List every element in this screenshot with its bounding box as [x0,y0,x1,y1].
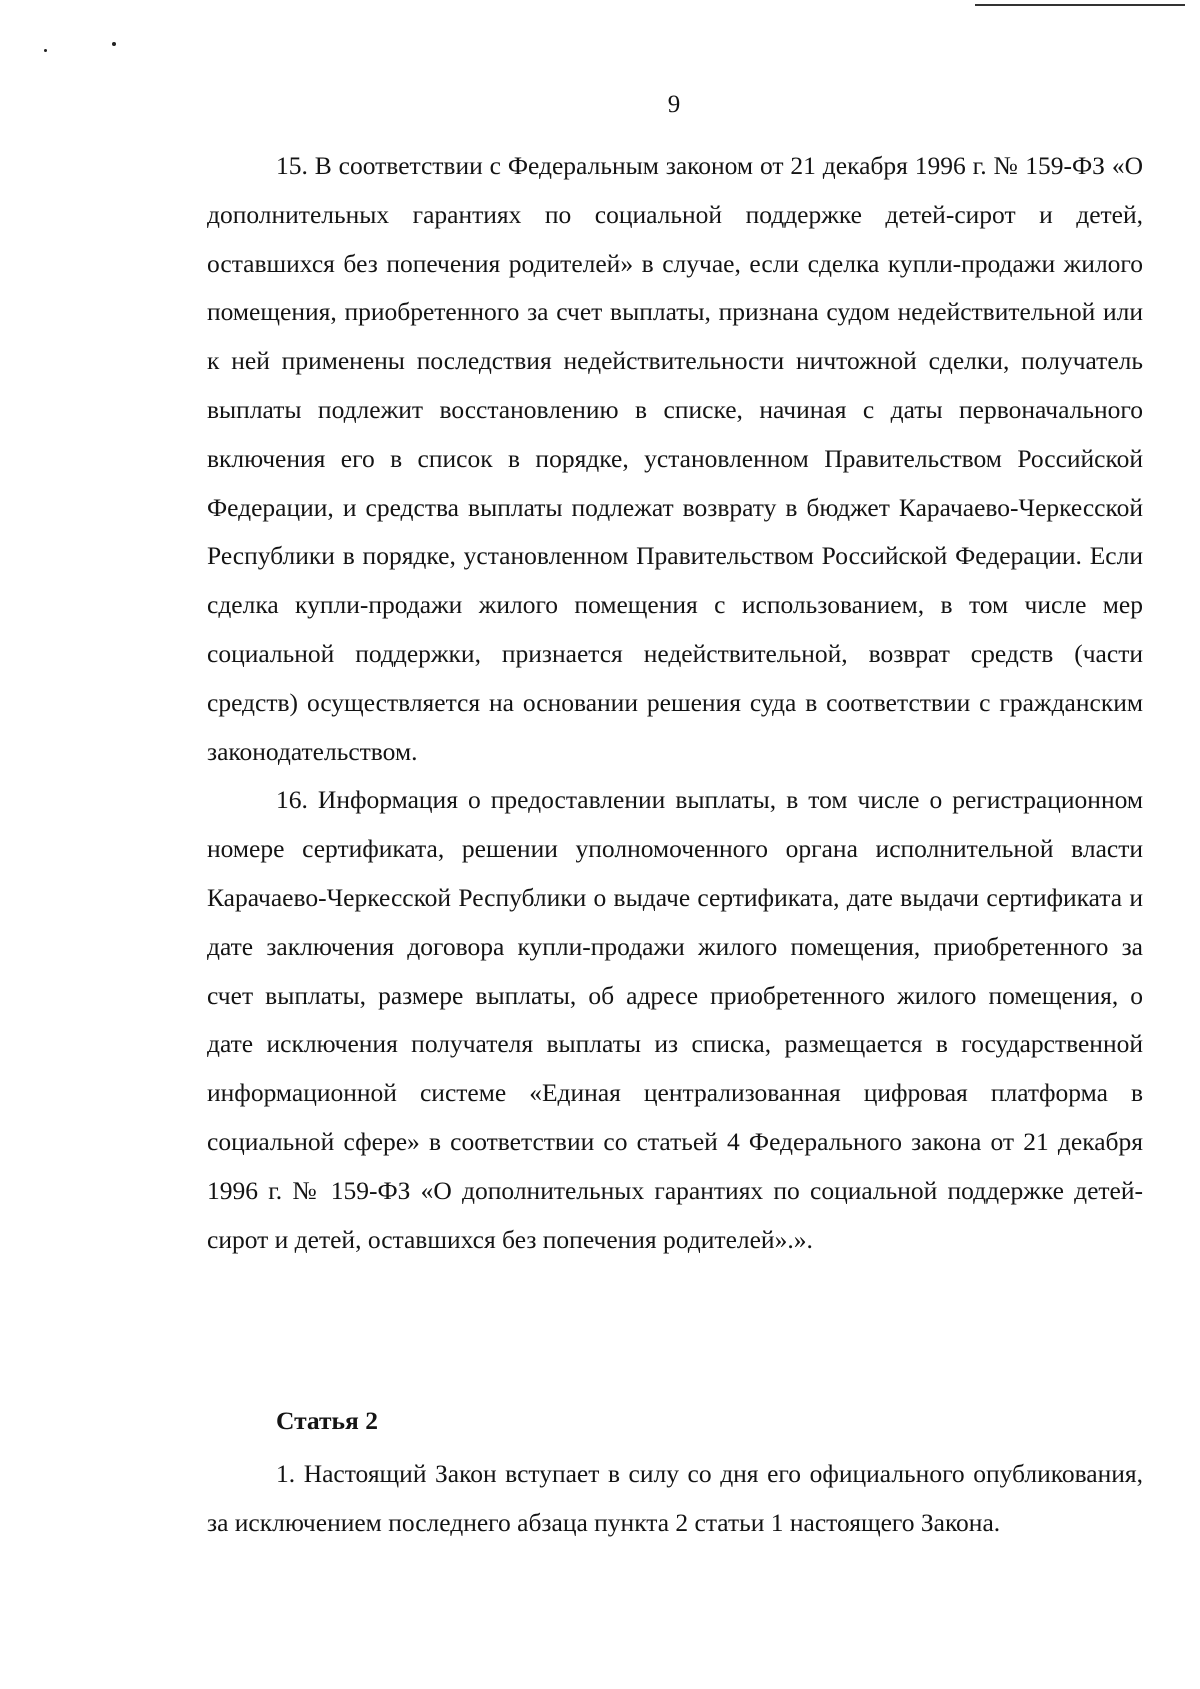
scan-top-rule [975,4,1185,6]
scan-speck [112,42,116,46]
page-number: 9 [667,91,681,118]
paragraph-15: 15. В соответствии с Федеральным законом от 21 декабря 1996 г. № 159-ФЗ «О дополнительных гарантиях по социальной поддержке детей-сирот и детей, оставшихся без попечения родителей» в случае, если сделка купли-продажи жилого помещения, приобретенного за счет выплаты, признана судом недействительной или к ней применены последствия недействительности ничтожной сделки, получатель выплаты подлежит восстановлению в списке, начиная с даты первоначального включения его в список в порядке, установленном Правительством Российской Федерации, и средства выплаты подлежат возврату в бюджет Карачаево-Черкесской Республики в порядке, установленном Правительством Российской Федерации. Если сделка купли-продажи жилого помещения с использованием, в том числе мер социальной поддержки, признается недействительной, возврат средств (части средств) осуществляется на основании решения суда в соответствии с гражданским законодательством. [207,151,1143,766]
section-text-lower [207,1450,1143,1548]
article-2-paragraph-1: 1. Настоящий Закон вступает в силу со дня его официального опубликования, за исключением последнего абзаца пункта 2 статьи 1 настоящего Закона. [207,1459,1143,1537]
paragraph-16: 16. Информация о предоставлении выплаты, в том числе о регистрационном номере сертификата, решении уполномоченного органа исполнительной власти Карачаево-Черкесской Республики о выдаче сертификата, дате выдачи сертификата и дате заключения договора купли-продажи жилого помещения, приобретенного за счет выплаты, размере выплаты, об адресе приобретенного жилого помещения, о дате исключения получателя выплаты из списка, размещается в государственной информационной системе «Единая централизованная цифровая платформа в социальной сфере» в соответствии со статьей 4 Федерального закона от 21 декабря 1996 г. № 159-ФЗ «О дополнительных гарантиях по социальной поддержке детей-сирот и детей, оставшихся без попечения родителей».». [207,785,1143,1254]
article-2-heading: Статья 2 [276,1406,378,1435]
scan-speck [44,49,47,52]
section-text-upper [207,142,1143,1264]
